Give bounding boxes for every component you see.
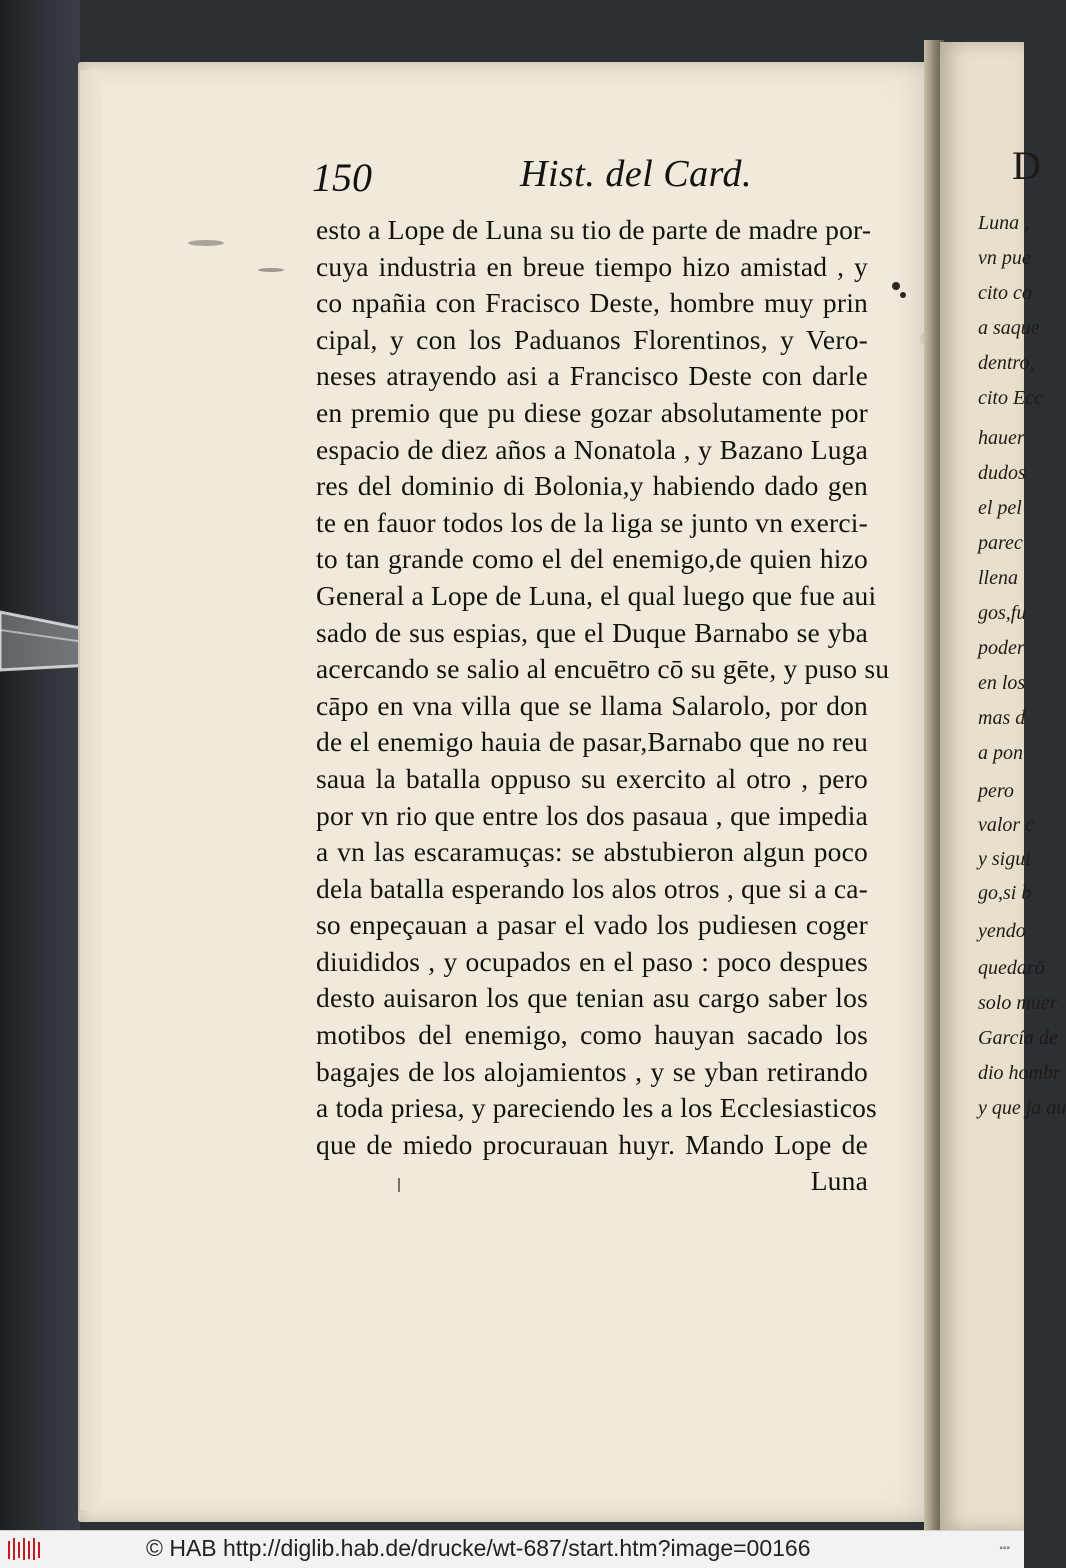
text-line: en premio que pu diese gozar absolutamente por bbox=[316, 396, 868, 428]
copyright-url[interactable]: © HAB http://diglib.hab.de/drucke/wt-687/start.htm?image=00166 bbox=[146, 1535, 811, 1561]
facing-text-fragment: en los bbox=[978, 672, 1026, 694]
catchword: Luna bbox=[810, 1165, 868, 1197]
facing-text-fragment: y que ja au bbox=[978, 1097, 1066, 1119]
text-line: so enpeçauan a pasar el vado los pudiesen coger bbox=[316, 909, 868, 941]
facing-text-fragment: cito co bbox=[978, 282, 1032, 304]
facing-text-fragment: dio hombr bbox=[978, 1062, 1061, 1084]
text-line: espacio de diez años a Nonatola , y Bazano Luga bbox=[316, 433, 868, 465]
text-line: res del dominio di Bolonia,y habiendo dado gen bbox=[316, 470, 868, 502]
text-line: cipal, y con los Paduanos Florentinos, y Vero- bbox=[316, 323, 868, 355]
text-line: por vn rio que entre los dos pasaua , que impedia bbox=[316, 799, 868, 831]
facing-text-fragment: poder bbox=[978, 637, 1025, 659]
text-line: cāpo en vna villa que se llama Salarolo, por don bbox=[316, 689, 868, 721]
text-line: cuya industria en breue tiempo hizo amistad , y bbox=[316, 250, 868, 282]
body-text bbox=[316, 212, 890, 1200]
facing-text-fragment: D bbox=[1012, 143, 1041, 188]
facing-text-fragment: y sigui bbox=[978, 848, 1031, 870]
facing-text-fragment: quedarō bbox=[978, 957, 1045, 979]
text-line: sado de sus espias, que el Duque Barnabo se yba bbox=[316, 616, 868, 648]
facing-text-fragment: dentro, bbox=[978, 352, 1035, 374]
page-deckle-edge bbox=[78, 70, 102, 1510]
hab-logo-icon bbox=[8, 1536, 42, 1562]
facing-text-fragment: llena bbox=[978, 567, 1018, 589]
facing-text-fragment: Luna , bbox=[978, 212, 1030, 234]
facing-text-fragment: vn pue bbox=[978, 247, 1031, 269]
facing-text-fragment: gos,fu bbox=[978, 602, 1027, 624]
text-line: a toda priesa, y pareciendo les a los Ecclesiasticos bbox=[316, 1092, 877, 1124]
facing-text-fragment: mas d bbox=[978, 707, 1026, 729]
facing-text-fragment: hauer bbox=[978, 427, 1025, 449]
facing-text-fragment: a pon bbox=[978, 742, 1023, 764]
running-title: Hist. del Card. bbox=[520, 153, 752, 195]
text-line: te en fauor todos los de la liga se junto vn exerci- bbox=[316, 506, 868, 538]
text-line: a vn las escaramuças: se abstubieron algun poco bbox=[316, 836, 868, 868]
paper-mark bbox=[188, 240, 224, 246]
facing-text-fragment: a saque bbox=[978, 317, 1040, 339]
text-line: acercando se salio al encuētro cō su gēte, y puso su bbox=[316, 653, 890, 685]
facing-text-fragment: parec bbox=[978, 532, 1023, 554]
facing-page bbox=[940, 42, 1066, 1530]
text-line: neses atrayendo asi a Francisco Deste con darle bbox=[316, 360, 868, 392]
text-line: de el enemigo hauia de pasar,Barnabo que no reu bbox=[316, 726, 868, 758]
text-line: dela batalla esperando los alos otros , que si a ca- bbox=[316, 872, 868, 904]
ink-spot bbox=[892, 282, 900, 290]
text-line: to tan grande como el del enemigo,de quien hizo bbox=[316, 543, 868, 575]
footer-bar bbox=[0, 1530, 1024, 1568]
text-line: bagajes de los alojamientos , y se yban retirando bbox=[316, 1055, 868, 1087]
text-line: motibos del enemigo, como hauyan sacado los bbox=[316, 1019, 868, 1051]
background-left bbox=[0, 0, 80, 1530]
facing-text-fragment: solo muer bbox=[978, 992, 1058, 1014]
facing-text-fragment: go,si b bbox=[978, 882, 1032, 904]
text-line: que de miedo procurauan huyr. Mando Lope de bbox=[316, 1128, 868, 1160]
facing-text-fragment: yendo bbox=[978, 920, 1026, 942]
text-line: desto auisaron los que tenian asu cargo saber los bbox=[316, 982, 868, 1014]
paper-mark bbox=[258, 268, 284, 272]
text-line: General a Lope de Luna, el qual luego que fue aui bbox=[316, 579, 877, 611]
text-line: co npañia con Fracisco Deste, hombre muy prin bbox=[316, 287, 868, 319]
text-line: diuididos , y ocupados en el paso : poco despues bbox=[316, 945, 868, 977]
facing-text-fragment: valor c bbox=[978, 814, 1035, 836]
text-line: saua la batalla oppuso su exercito al otro , pero bbox=[316, 762, 868, 794]
facing-text-fragment: García de bbox=[978, 1027, 1058, 1049]
page-header bbox=[312, 150, 872, 208]
facing-text-fragment: dudos bbox=[978, 462, 1026, 484]
facing-text-fragment: el pel bbox=[978, 497, 1022, 519]
text-line: esto a Lope de Luna su tio de parte de madre por- bbox=[316, 214, 872, 245]
facing-text-fragment: pero bbox=[978, 780, 1014, 802]
facing-text-fragment: cito Ecc bbox=[978, 387, 1043, 409]
footer-mark: ▪▪▪ bbox=[999, 1543, 1010, 1554]
page-number: 150 bbox=[312, 155, 372, 200]
ink-spot bbox=[900, 292, 906, 298]
